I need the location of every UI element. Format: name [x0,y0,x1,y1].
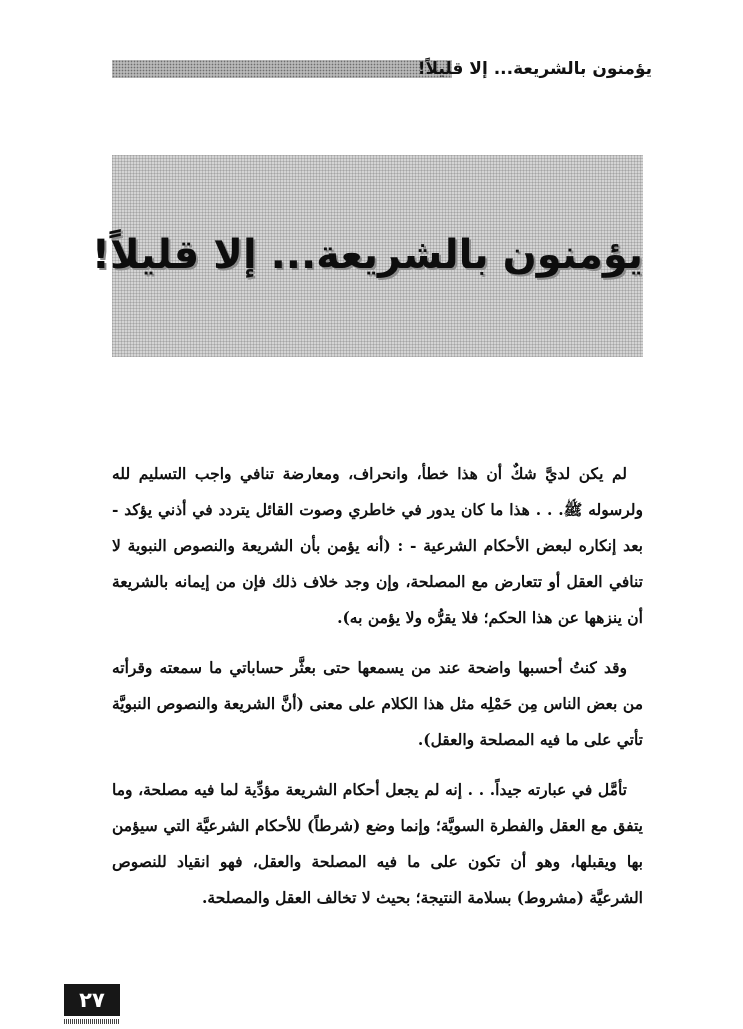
header-pattern-bar [112,60,452,78]
paragraph-2: وقد كنتُ أحسبها واضحة عند من يسمعها حتى بعثَّر حساباتي ما سمعته وقرأته من بعض الناس مِن حَمْلِه مثل هذا الكلام على معنى (أنَّ الشريعة والنصوص النبويَّة تأتي على ما فيه المصلحة والعقل). [112,658,643,749]
running-header-title: يؤمنون بالشريعة... إلا قليلاً! [417,59,652,79]
page-number-rule [64,1019,120,1024]
paragraph-3: تأمَّل في عبارته جيداً. . . إنه لم يجعل أحكام الشريعة مؤدِّية لما فيه مصلحة، وما يتفق مع العقل والفطرة السويَّة؛ وإنما وضع (شرطاً) للأحكام الشرعيَّة التي سيؤمن بها ويقبلها، وهو أن تكون على ما فيه المصلحة والعقل، فهو انقياد للنصوص الشرعيَّة (مشروط) بسلامة النتيجة؛ بحيث لا تخالف العقل والمصلحة. [112,780,643,907]
chapter-title: يؤمنون بالشريعة... إلا قليلاً! [91,232,643,278]
running-header [112,56,652,82]
paragraph-1: لم يكن لديَّ شكٌ أن هذا خطأ، وانحراف، ومعارضة تنافي واجب التسليم لله ولرسوله ﷺ. . . هذا ما كان يدور في خاطري وصوت القائل يتردد في أذني يؤكد - بعد إنكاره لبعض الأحكام الشرعية - : (أنه يؤمن بأن الشريعة والنصوص النبوية لا تنافي العقل أو تتعارض مع المصلحة، وإن وجد خلاف ذلك فإن من إيمانه بالشريعة أن ينزهها عن هذا الحكم؛ فلا يقرُّه ولا يؤمن به). [112,464,643,627]
page-number: ٢٧ [64,984,120,1016]
body-text [112,456,643,930]
chapter-banner [91,155,643,357]
